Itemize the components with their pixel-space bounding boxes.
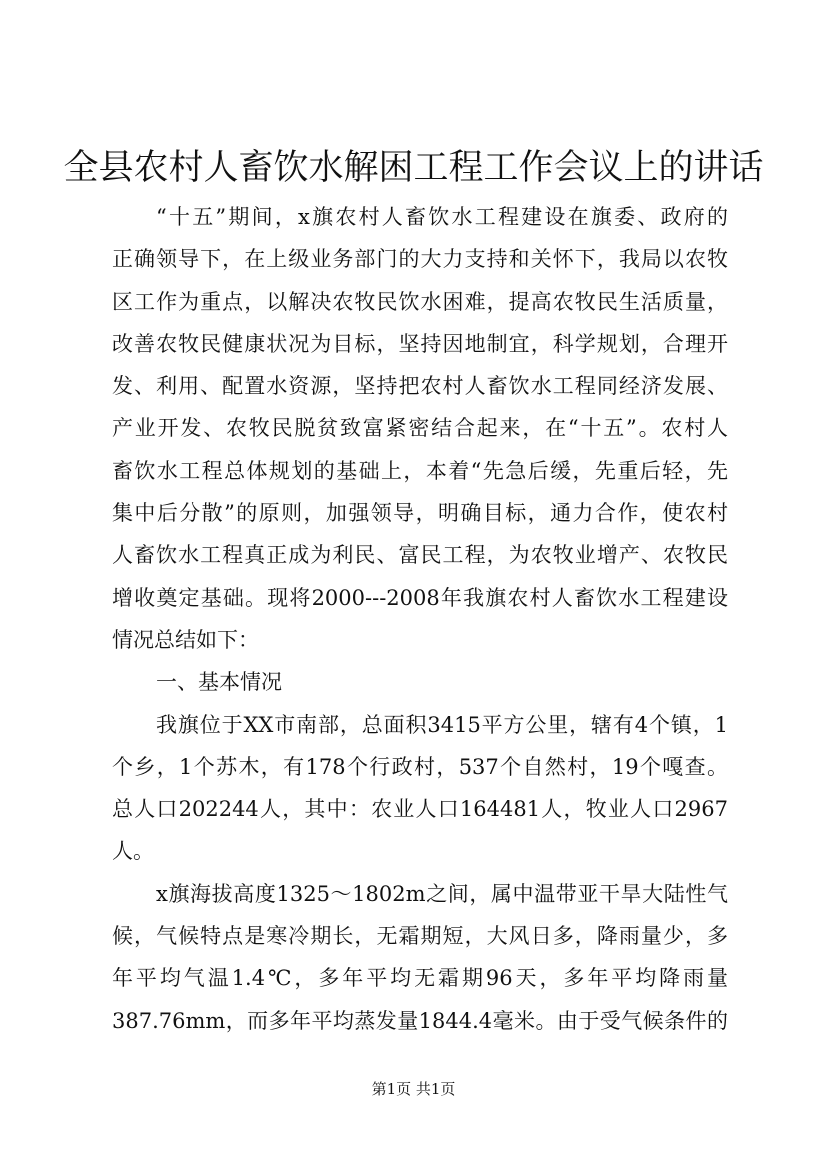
text-line: 发、利用、配置水资源，坚持把农村人畜饮水工程同经济发展、 (112, 374, 728, 399)
text-line: 人。 (112, 839, 154, 864)
document-title: 全县农村人畜饮水解困工程工作会议上的讲话 (63, 148, 764, 188)
text-line: 387.76mm，而多年平均蒸发量1844.4毫米。由于受气候条件的 (112, 1008, 728, 1033)
text-line: 改善农牧民健康状况为目标，坚持因地制宜，科学规划，合理开 (112, 331, 728, 356)
text-line: 产业开发、农牧民脱贫致富紧密结合起来，在“十五”。农村人 (112, 416, 728, 441)
text-line: 畜饮水工程总体规划的基础上，本着“先急后缓，先重后轻，先 (112, 458, 728, 483)
text-line: 总人口202244人，其中：农业人口164481人，牧业人口2967 (112, 797, 728, 822)
text-line: 年平均气温1.4℃，多年平均无霜期96天，多年平均降雨量 (112, 966, 728, 991)
text-line: 候，气候特点是寒冷期长，无霜期短，大风日多，降雨量少，多 (112, 924, 728, 949)
text-line: “十五”期间，x旗农村人畜饮水工程建设在旗委、政府的 (156, 205, 728, 229)
text-line: 区工作为重点，以解决农牧民饮水困难，提高农牧民生活质量， (112, 289, 728, 314)
section-heading: 一、基本情况 (156, 670, 282, 695)
text-line: 增收奠定基础。现将2000---2008年我旗农村人畜饮水工程建设 (112, 585, 728, 610)
text-line: x旗海拔高度1325～1802m之间，属中温带亚干旱大陆性气 (156, 881, 728, 906)
text-line: 我旗位于XX市南部，总面积3415平方公里，辖有4个镇，1 (156, 712, 728, 737)
text-line: 正确领导下，在上级业务部门的大力支持和关怀下，我局以农牧 (112, 247, 728, 272)
text-line: 集中后分散”的原则，加强领导，明确目标，通力合作，使农村 (112, 501, 728, 526)
page-number: 第1页 共1页 (371, 1080, 456, 1098)
document-body (112, 196, 728, 1042)
text-line: 情况总结如下： (112, 627, 259, 652)
text-line: 人畜饮水工程真正成为利民、富民工程，为农牧业增产、农牧民 (112, 543, 728, 568)
text-line: 个乡，1个苏木，有178个行政村，537个自然村，19个嘎查。 (112, 754, 728, 779)
